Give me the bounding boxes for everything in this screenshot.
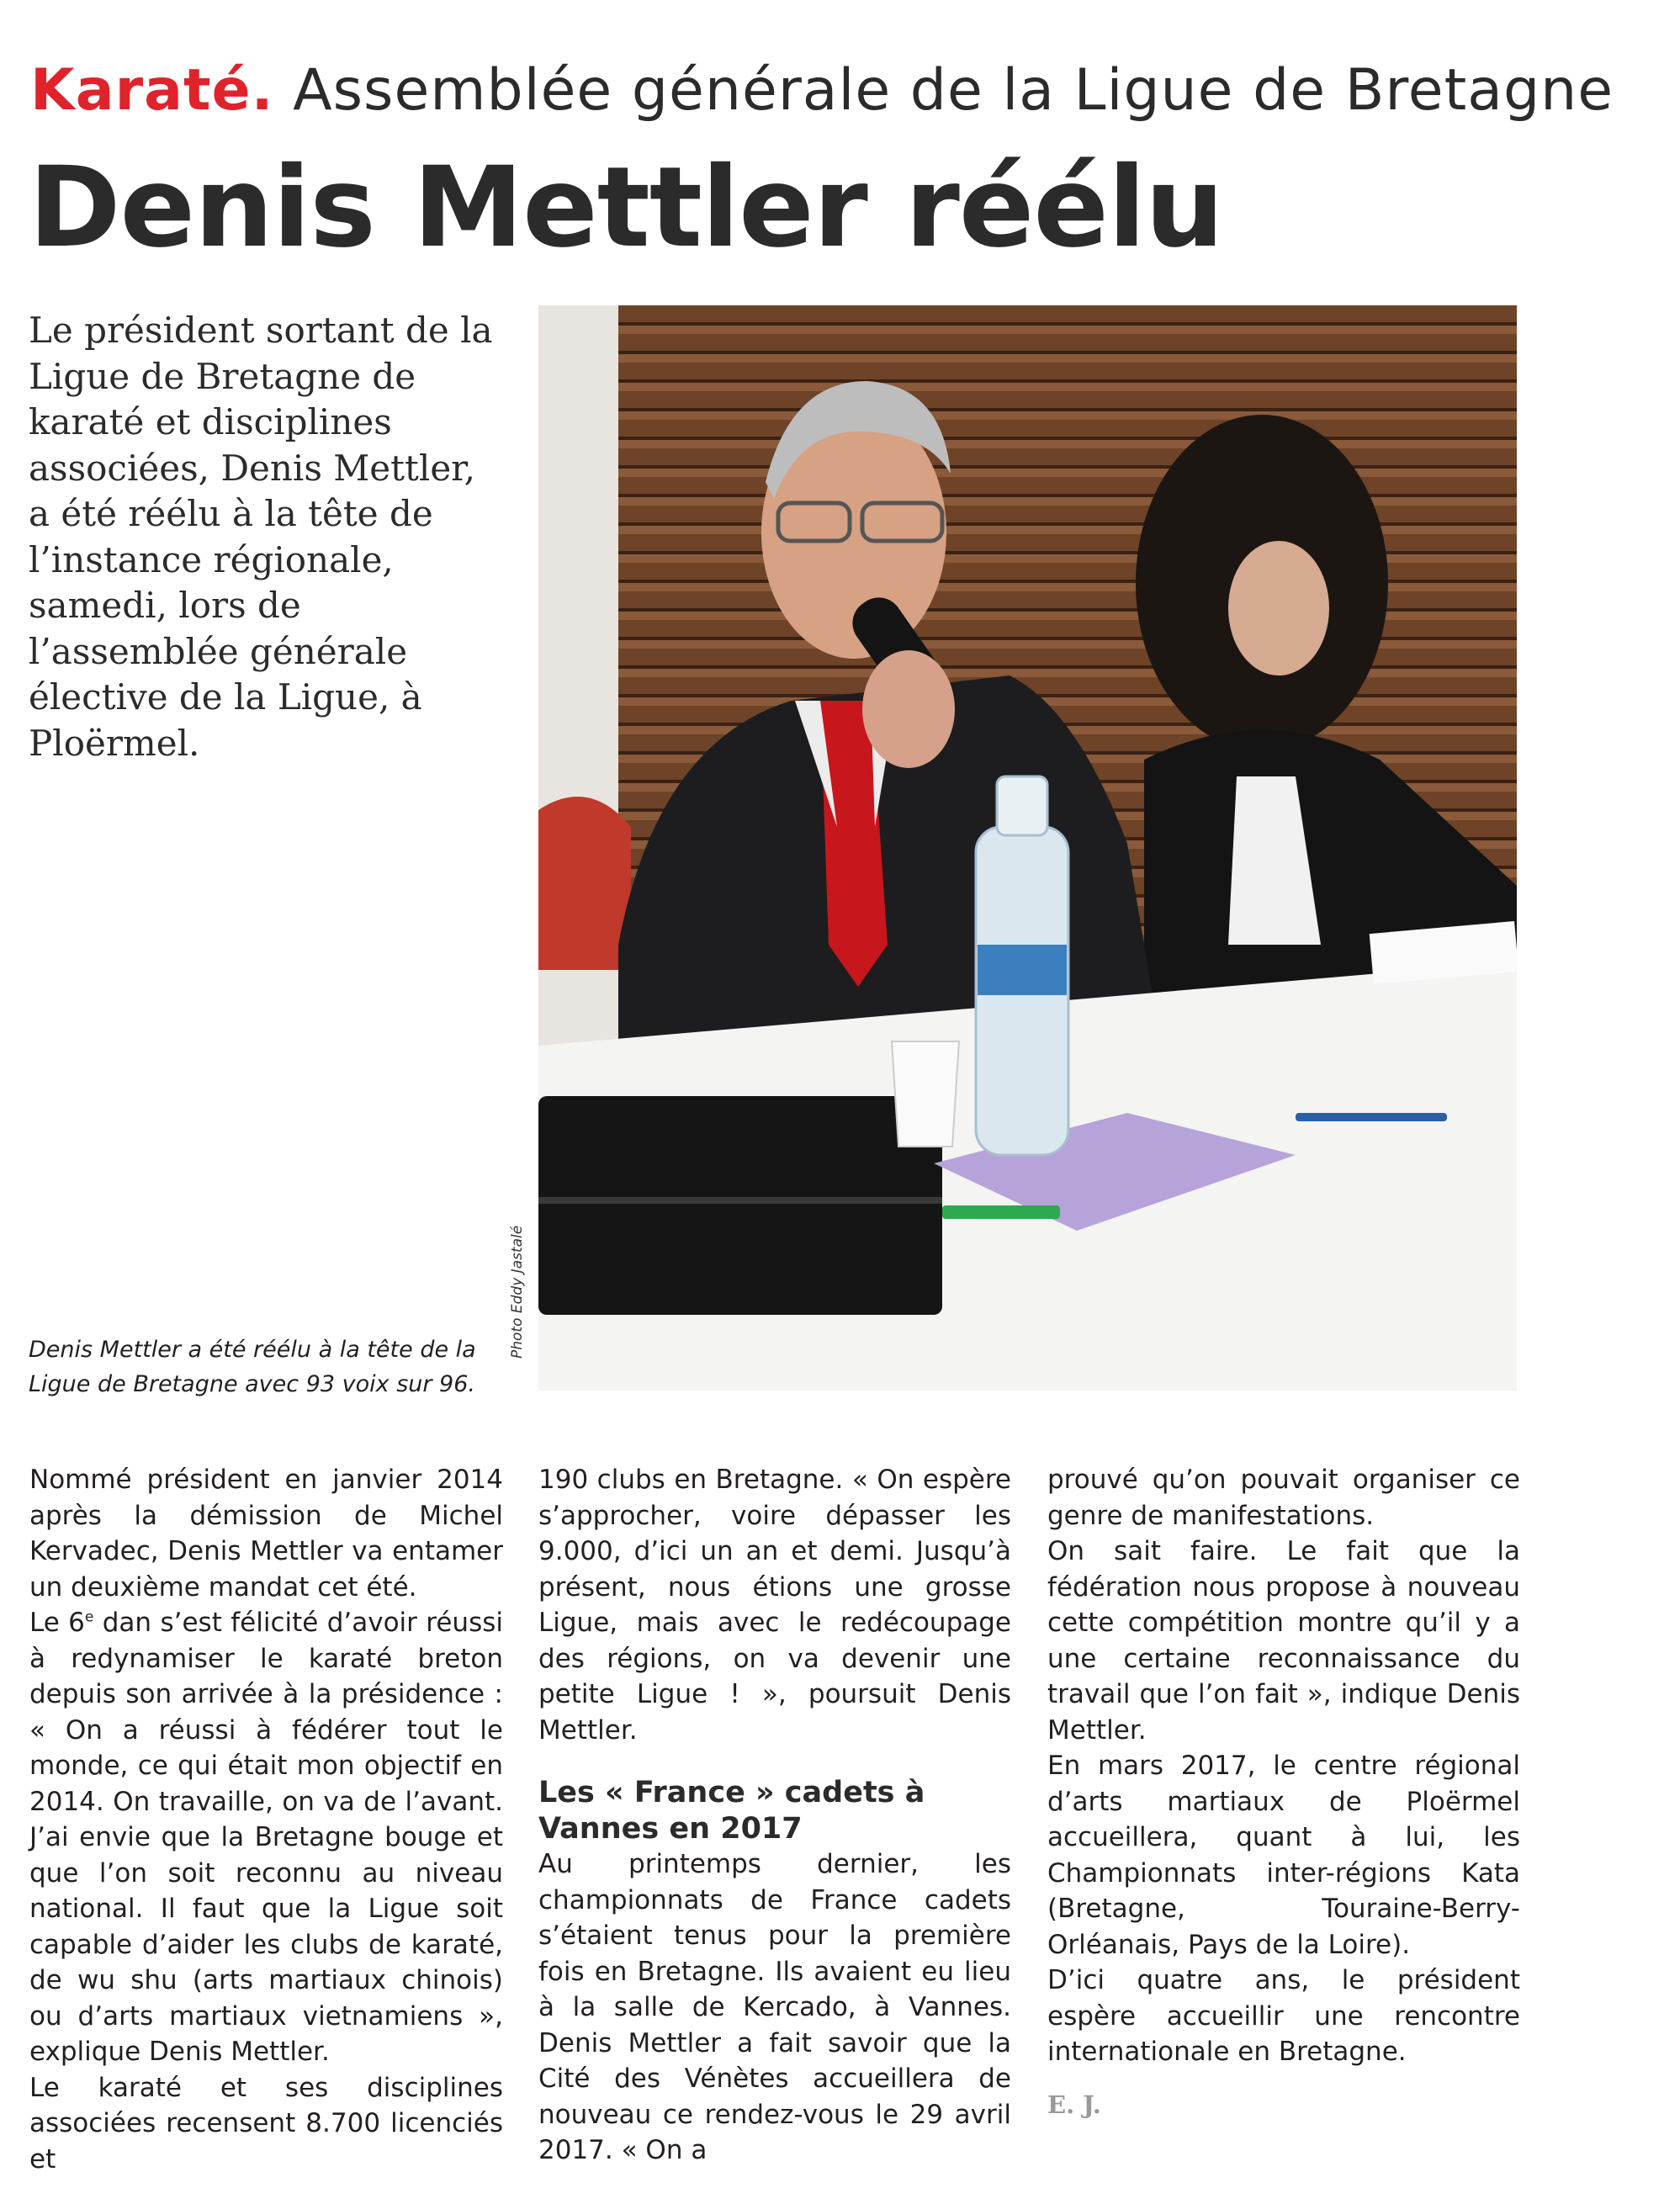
lead-paragraph: Le président sortant de la Ligue de Bretagne de karaté et disciplines associées, Denis Mettler, a été réélu à la tête de l’instance régionale, samedi, lors de l’assemblée générale élective de la Ligue, à Ploërmel. <box>29 310 493 764</box>
body-paragraph: Au printemps dernier, les championnats de France cadets s’étaient tenus pour la première fois en Bretagne. Ils avaient eu lieu à la salle de Kercado, à Vannes. Denis Mettler a fait savoir que la Cité des Vénètes accueillera de nouveau ce rendez-vous le 29 avril 2017. « On a <box>538 1849 1011 2165</box>
headline-subtitle: Assemblée générale de la Ligue de Bretagne <box>293 57 1614 124</box>
body-paragraph: D’ici quatre ans, le président espère accueillir une rencontre internationale en Bretagne. <box>1047 1965 1520 2067</box>
body-paragraph: Nommé président en janvier 2014 après la démission de Michel Kervadec, Denis Mettler va entamer un deuxième mandat cet été. <box>29 1465 503 1603</box>
photo-caption: Denis Mettler a été réélu à la tête de la Ligue de Bretagne avec 93 voix sur 96. <box>29 1337 476 1397</box>
author-signature: E. J. <box>1047 2090 1101 2119</box>
body-paragraph: prouvé qu’on pouvait organiser ce genre de manifestations. <box>1047 1465 1520 1531</box>
photo-credit: Photo Eddy Jastalé <box>509 1225 526 1359</box>
body-column-3 <box>1047 1462 1520 2122</box>
photo-illustration <box>538 305 1517 1391</box>
section-subheading: Les « France » cadets à Vannes en 2017 <box>538 1776 925 1846</box>
body-paragraph: Le 6e dan s’est félicité d’avoir réussi à redynamiser le karaté breton depuis son arrivée à la présidence : « On a réussi à fédérer tout le monde, ce qui était mon objectif en 2014. On travaille, on va de l’avant. J’ai envie que la Bretagne bouge et que l’on soit reconnu au niveau national. Il faut que la Ligue soit capable d’aider les clubs de karaté, de wu shu (arts martiaux chinois) ou d’arts martiaux vietnamiens », explique Denis Mettler. <box>29 1608 503 2067</box>
body-paragraph: Le karaté et ses disciplines associées recensent 8.700 licenciés et <box>29 2072 503 2175</box>
body-column-1 <box>29 1462 503 2177</box>
category-label: Karaté. <box>30 57 274 124</box>
article-photo <box>538 305 1517 1391</box>
headline-kicker <box>30 56 1614 126</box>
article-title: Denis Mettler réélu <box>29 143 1224 273</box>
body-column-2 <box>538 1462 1011 2169</box>
body-paragraph: 190 clubs en Bretagne. « On espère s’approcher, voire dépasser les 9.000, d’ici un an et demi. Jusqu’à présent, nous étions une grosse Ligue, mais avec le redécoupage des régions, on va devenir une petite Ligue ! », poursuit Denis Mettler. <box>538 1465 1011 1746</box>
body-paragraph: En mars 2017, le centre régional d’arts martiaux de Ploërmel accueillera, quant à lui, les Championnats inter-régions Kata (Bretagne, Touraine-Berry-Orléanais, Pays de la Loire). <box>1047 1751 1520 1960</box>
body-paragraph: On sait faire. Le fait que la fédération nous propose à nouveau cette compétition montre qu’il y a une certaine reconnaissance du travail que l’on fait », indique Denis Mettler. <box>1047 1536 1520 1746</box>
